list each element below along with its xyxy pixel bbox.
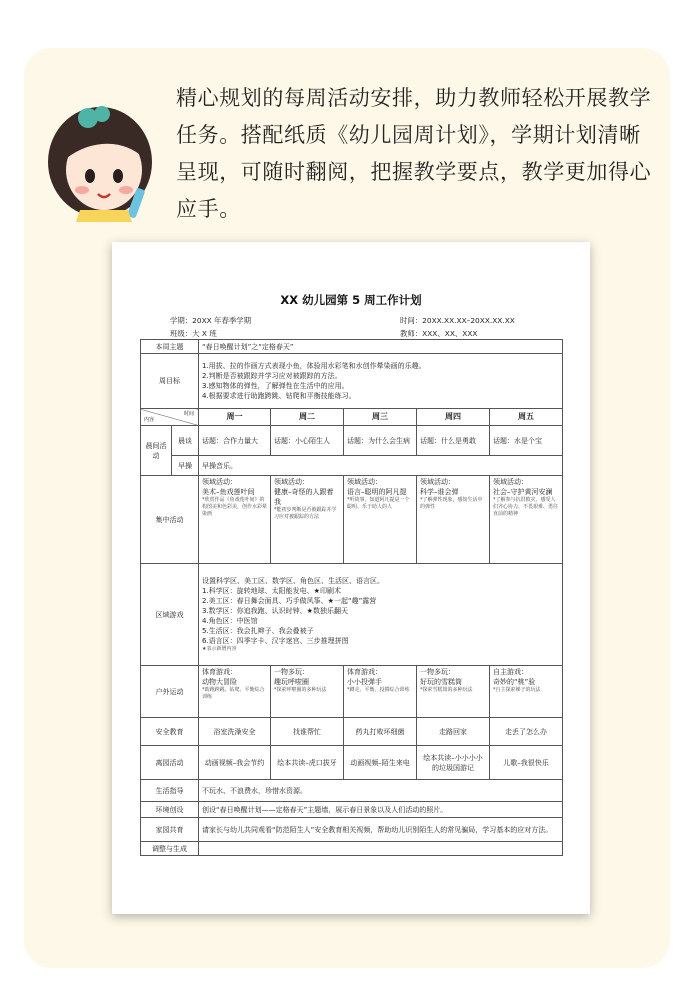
exercise-row xyxy=(141,456,563,476)
outdoor-cell xyxy=(199,666,271,718)
leave-cell: 绘本共读–虎口拔牙 xyxy=(271,746,344,780)
goal-item: 2.判断是否被跟踪并学习应对被跟踪的方法。 xyxy=(202,372,342,380)
focus-note: *听故事，知道阿凡提是一个聪明、乐于助人的人 xyxy=(347,497,410,510)
exercise-label: 早操 xyxy=(172,456,199,476)
life-label: 生活指导 xyxy=(141,780,199,802)
focus-head: 领域活动： xyxy=(202,478,237,486)
life-row xyxy=(141,780,563,802)
goal-item: 1.用拔、拉的作画方式表现小鱼，体验用水彩笔和水创作晕染画的乐趣。 xyxy=(202,362,426,370)
outdoor-title: 动物大冒险 xyxy=(202,678,237,686)
outdoor-note: *探索呼啦圈的多种玩法 xyxy=(274,687,327,693)
focus-title: 语言–聪明的阿凡提 xyxy=(347,488,407,496)
home-value: 请家长与幼儿共同观看“防范陌生人”安全教育相关视频，帮助幼儿识别陌生人的常见骗局，学习基本的应对方法。 xyxy=(199,818,563,842)
env-value: 创设“春日唤醒计划——定格春天”主题墙，展示春日景象以及人们活动的照片。 xyxy=(199,802,563,818)
outdoor-head: 一物多玩： xyxy=(274,668,309,676)
corner-cell xyxy=(141,409,199,426)
focus-title: 科学–谁会弹 xyxy=(420,488,459,496)
focus-note: *了解参与抗洪救灾，感受人们齐心协力、不畏艰难、勇往直前的精神 xyxy=(493,497,559,517)
safety-cell: 走路回家 xyxy=(417,718,490,746)
document-title: XX 幼儿园第 5 周工作计划 xyxy=(280,293,422,307)
focus-head: 领域活动： xyxy=(274,478,309,486)
focus-head: 领域活动： xyxy=(347,478,382,486)
outdoor-title: 趣玩呼啦圈 xyxy=(274,678,309,686)
safety-label: 安全教育 xyxy=(141,718,199,746)
morning-label: 晨间活动 xyxy=(141,426,172,476)
day-header: 周五 xyxy=(490,409,563,426)
leave-cell: 动画视频–我会节约 xyxy=(199,746,271,780)
theme-label: 本周主题 xyxy=(141,340,199,354)
corner-time-label: 时间 xyxy=(183,411,194,417)
area-label: 区域游戏 xyxy=(141,564,199,666)
area-row xyxy=(141,564,563,666)
outdoor-cell xyxy=(271,666,344,718)
talk-cell: 话题：小心陌生人 xyxy=(271,426,344,456)
home-row xyxy=(141,818,563,842)
area-item: 5.生活区：我会扎辫子、我会叠被子 xyxy=(202,627,314,635)
focus-note: *了解弹性现象，感知生活中的弹性 xyxy=(420,497,483,510)
focus-cell xyxy=(344,476,417,564)
safety-cell: 药丸打败坏细菌 xyxy=(344,718,417,746)
day-header-row xyxy=(141,409,563,426)
focus-row xyxy=(141,476,563,564)
girl-mascot-icon xyxy=(40,92,160,222)
theme-value: “春日唤醒计划”之“定格春天” xyxy=(199,340,563,354)
theme-row xyxy=(141,340,563,354)
outdoor-title: 奇妙的“桃”验 xyxy=(493,678,536,686)
adjust-value xyxy=(199,842,563,856)
focus-label: 集中活动 xyxy=(141,476,199,564)
adjust-row xyxy=(141,842,563,856)
outdoor-head: 体育游戏： xyxy=(202,668,237,676)
focus-note: *能初步判断是否被跟踪并学习应对被跟踪的方法 xyxy=(274,507,337,520)
focus-cell xyxy=(490,476,563,564)
outdoor-row xyxy=(141,666,563,718)
area-item: 2.美工区：春日舞会面具、巧手做风筝、★一起“趣”露营 xyxy=(202,597,377,605)
talk-cell: 话题：什么是勇敢 xyxy=(417,426,490,456)
outdoor-head: 一物多玩： xyxy=(420,668,455,676)
safety-cell: 找谁帮忙 xyxy=(271,718,344,746)
leave-label: 离园活动 xyxy=(141,746,199,780)
area-legend: ★表示新增内容 xyxy=(202,646,237,652)
life-value: 不玩水、不浪费水，珍惜水资源。 xyxy=(199,780,563,802)
area-item: 3.数学区：你追我跑、认识时钟、★数独乐翻天 xyxy=(202,607,348,615)
focus-head: 领域活动： xyxy=(420,478,455,486)
home-label: 家园共育 xyxy=(141,818,199,842)
focus-title: 健康–奇怪的人跟着我 xyxy=(274,488,334,506)
talk-cell: 话题：为什么会生病 xyxy=(344,426,417,456)
focus-cell xyxy=(199,476,271,564)
plan-table xyxy=(140,339,563,856)
goal-item: 3.感知物体的弹性，了解弹性在生活中的应用。 xyxy=(202,382,349,390)
outdoor-title: 小小投弹手 xyxy=(347,678,382,686)
focus-head: 领域活动： xyxy=(493,478,528,486)
safety-row xyxy=(141,718,563,746)
outdoor-note: *探索雪糕筒的多种玩法 xyxy=(420,687,473,693)
env-row xyxy=(141,802,563,818)
talk-cell: 话题：水是个宝 xyxy=(490,426,563,456)
env-label: 环境创设 xyxy=(141,802,199,818)
focus-cell xyxy=(417,476,490,564)
corner-content-label: 内容 xyxy=(144,417,155,423)
goal-item: 4.根据要求进行助跑跨跳、钻爬和平衡技能练习。 xyxy=(202,392,356,400)
outdoor-cell xyxy=(344,666,417,718)
safety-cell: 走丢了怎么办 xyxy=(490,718,563,746)
class-text: 班级：大 X 班 xyxy=(170,329,217,338)
exercise-value: 早操音乐。 xyxy=(199,456,563,476)
goal-row xyxy=(141,354,563,409)
leave-cell: 动画视频–陌生来电 xyxy=(344,746,417,780)
adjust-label: 调整与生成 xyxy=(141,842,199,856)
outdoor-note: *自主探索梯子的玩法 xyxy=(493,687,541,693)
outdoor-head: 体育游戏： xyxy=(347,668,382,676)
leave-row xyxy=(141,746,563,780)
talk-cell: 话题：合作力量大 xyxy=(199,426,271,456)
day-header: 周一 xyxy=(199,409,271,426)
goal-label: 周目标 xyxy=(141,354,199,409)
outdoor-note: *蹲走、平衡、投掷综合训练 xyxy=(347,687,410,693)
talk-row xyxy=(141,426,563,456)
area-item: 1.科学区：旋转地球、太阳能发电、★印刷术 xyxy=(202,587,341,595)
outdoor-cell xyxy=(490,666,563,718)
focus-note: *欣赏作品《鱼戏莲叶间》的构图美和色彩美，创作水彩晕染画 xyxy=(202,497,268,517)
day-header: 周四 xyxy=(417,409,490,426)
day-header: 周三 xyxy=(344,409,417,426)
outdoor-cell xyxy=(417,666,490,718)
outdoor-note: *助跑跨跳、钻爬、平衡综合训练 xyxy=(202,687,265,700)
weekly-plan-document xyxy=(112,242,590,914)
outdoor-title: 好玩的雪糕筒 xyxy=(420,678,462,686)
teacher-text: 教师：XXX、XX、XXX xyxy=(400,329,478,338)
day-header: 周二 xyxy=(271,409,344,426)
leave-cell: 绘本共读–小小小小的垃圾国游记 xyxy=(417,746,490,780)
goal-list xyxy=(199,354,563,409)
area-item: 设置科学区、美工区、数学区、角色区、生活区、语言区。 xyxy=(202,577,384,585)
semester-text: 学期：20XX 年春季学期 xyxy=(170,316,252,325)
talk-label: 晨谈 xyxy=(172,426,199,456)
area-list xyxy=(199,564,563,666)
focus-title: 社会–守护黄河安澜 xyxy=(493,488,553,496)
area-item: 4.角色区：中医馆 xyxy=(202,617,258,625)
leave-cell: 儿歌–我很快乐 xyxy=(490,746,563,780)
outdoor-head: 自主游戏： xyxy=(493,668,528,676)
area-item: 6.语言区：四季字卡、汉字迷宫、三步推理拼图 xyxy=(202,637,349,645)
safety-cell: 浴室洗澡安全 xyxy=(199,718,271,746)
time-text: 时间：20XX.XX.XX–20XX.XX.XX xyxy=(400,316,515,325)
intro-text: 精心规划的每周活动安排，助力教师轻松开展教学任务。搭配纸质《幼儿园周计划》，学期计划清晰呈现，可随时翻阅，把握教学要点，教学更加得心应手。 xyxy=(176,86,652,221)
focus-cell xyxy=(271,476,344,564)
outdoor-label: 户外运动 xyxy=(141,666,199,718)
focus-title: 美术–鱼戏莲叶间 xyxy=(202,488,255,496)
